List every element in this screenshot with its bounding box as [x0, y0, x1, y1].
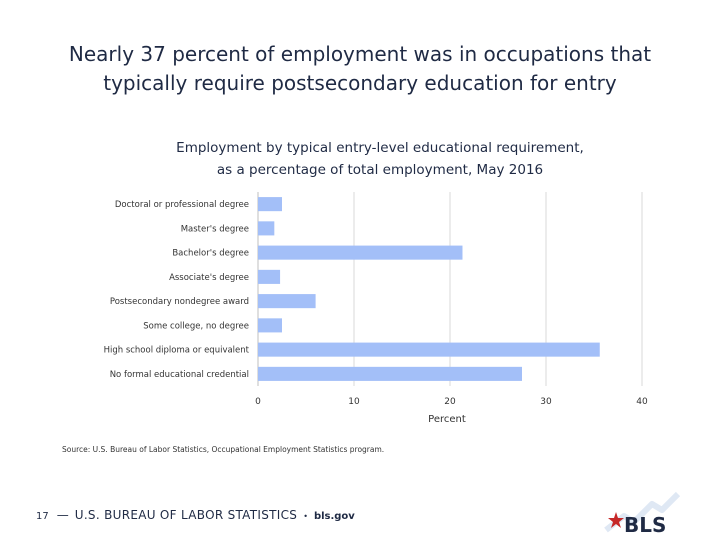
bar	[258, 367, 522, 381]
category-label: Postsecondary nondegree award	[109, 297, 249, 308]
bar	[258, 318, 282, 332]
x-tick-label: 40	[636, 397, 648, 407]
category-label: Some college, no degree	[143, 321, 249, 332]
x-axis-ticks	[255, 397, 648, 407]
website-link[interactable]: bls.gov	[313, 511, 355, 522]
bar	[258, 221, 274, 235]
logo-text: BLS	[624, 513, 667, 536]
source-note: Source: U.S. Bureau of Labor Statistics, Occupational Employment Statistics program.	[62, 445, 385, 454]
page-number: 17	[36, 511, 49, 522]
footer-dash: —	[56, 508, 69, 522]
x-tick-label: 0	[255, 397, 261, 407]
footer-separator: •	[303, 512, 308, 521]
category-label: High school diploma or equivalent	[103, 345, 249, 356]
bar	[258, 270, 280, 284]
gridlines	[258, 192, 642, 386]
bar	[258, 343, 600, 357]
x-tick-label: 10	[348, 397, 360, 407]
category-label: Associate's degree	[169, 272, 249, 283]
bar	[258, 197, 282, 211]
chart-title-line-2: as a percentage of total employment, May 2016	[216, 162, 544, 178]
chart-title-line-1: Employment by typical entry-level educational requirement,	[176, 140, 584, 156]
bar	[258, 294, 316, 308]
slide-title-line-1: Nearly 37 percent of employment was in occupations that	[68, 42, 652, 66]
category-label: Bachelor's degree	[172, 248, 249, 259]
bls-logo	[602, 490, 692, 536]
category-label: Master's degree	[180, 224, 249, 235]
x-tick-label: 20	[444, 397, 456, 407]
slide-title-line-2: typically require postsecondary education for entry	[103, 71, 617, 95]
category-labels	[104, 200, 250, 380]
x-axis-label: Percent	[428, 414, 466, 425]
x-tick-label: 30	[540, 397, 552, 407]
category-label: No formal educational credential	[109, 369, 249, 380]
agency-name: U.S. BUREAU OF LABOR STATISTICS	[74, 508, 298, 522]
bars	[258, 197, 600, 381]
footer	[36, 508, 355, 522]
category-label: Doctoral or professional degree	[114, 200, 249, 211]
bar	[258, 246, 462, 260]
